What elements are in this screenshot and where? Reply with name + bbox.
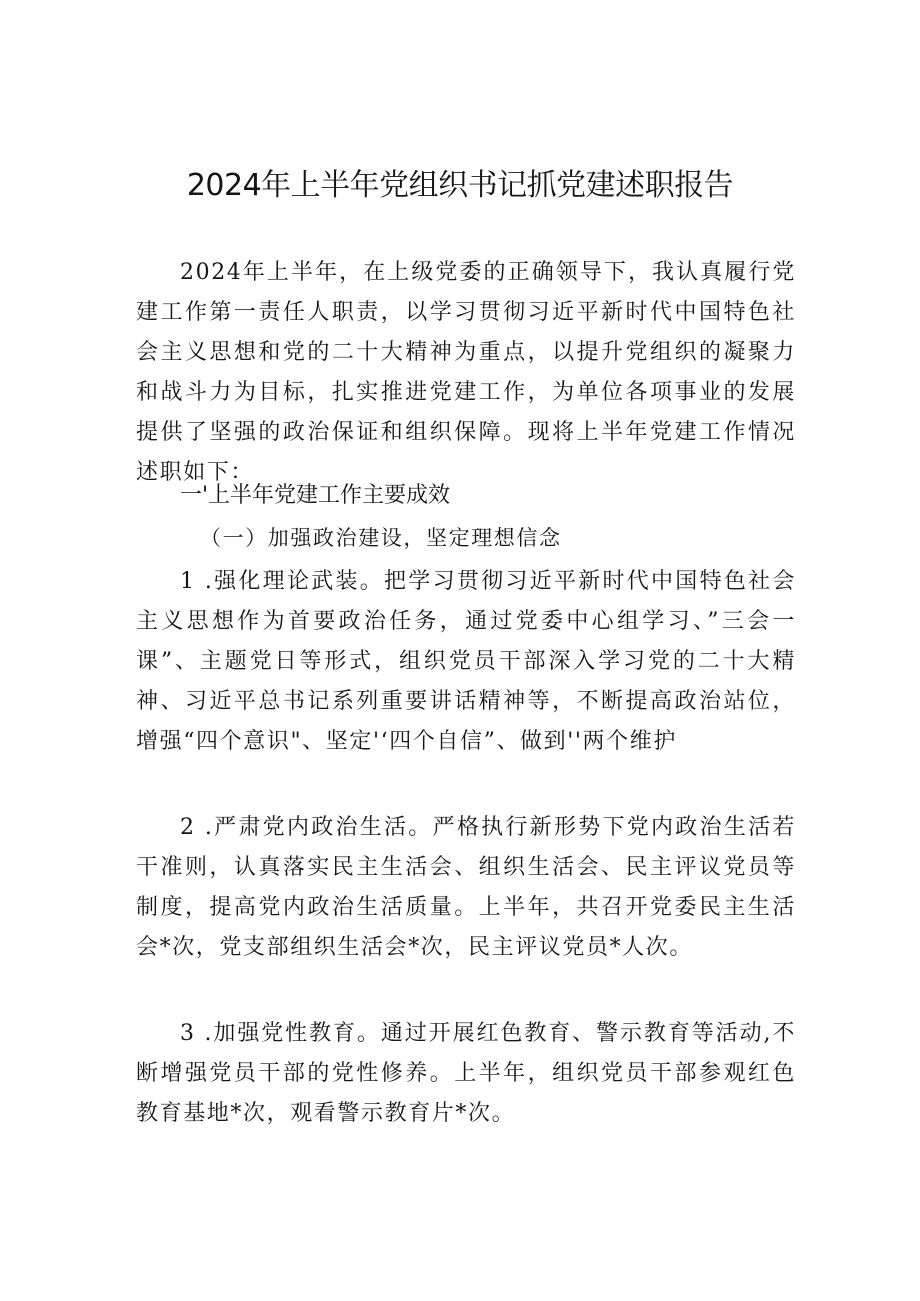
paragraph-item-2: 2 .严肃党内政治生活。严格执行新形势下党内政治生活若干准则，认真落实民主生活会、组织生活会、民主评议党员等制度，提高党内政治生活质量。上半年，共召开党委民主生活会*次，党支部组织生活会*次，民主评议党员*人次。 [136, 815, 796, 960]
section-heading: 一'上半年党建工作主要成效 [180, 483, 451, 508]
document-title: 2024年上半年党组织书记抓党建述职报告 [186, 168, 734, 203]
intro-paragraph: 2024年上半年，在上级党委的正确领导下，我认真履行党建工作第一责任人职责，以学习贯彻习近平新时代中国特色社会主义思想和党的二十大精神为重点，以提升党组织的凝聚力和战斗力为目标，扎实推进党建工作，为单位各项事业的发展提供了坚强的政治保证和组织保障。现将上半年党建工作情况述职如下： [136, 260, 796, 485]
paragraph-item-3: 3 .加强党性教育。通过开展红色教育、警示教育等活动,不断增强党员干部的党性修养。上半年，组织党员干部参观红色教育基地*次，观看警示教育片*次。 [136, 1021, 796, 1126]
subsection-heading: （一）加强政治建设，坚定理想信念 [200, 526, 562, 550]
paragraph-item-1: 1 .强化理论武装。把学习贯彻习近平新时代中国特色社会主义思想作为首要政治任务，通过党委中心组学习、”三会一课”、主题党日等形式，组织党员干部深入学习党的二十大精神、习近平总书记系列重要讲话精神等，不断提高政治站位，增强“四个意识"、坚定'‘四个自信”、做到''两个维护 [136, 569, 796, 754]
